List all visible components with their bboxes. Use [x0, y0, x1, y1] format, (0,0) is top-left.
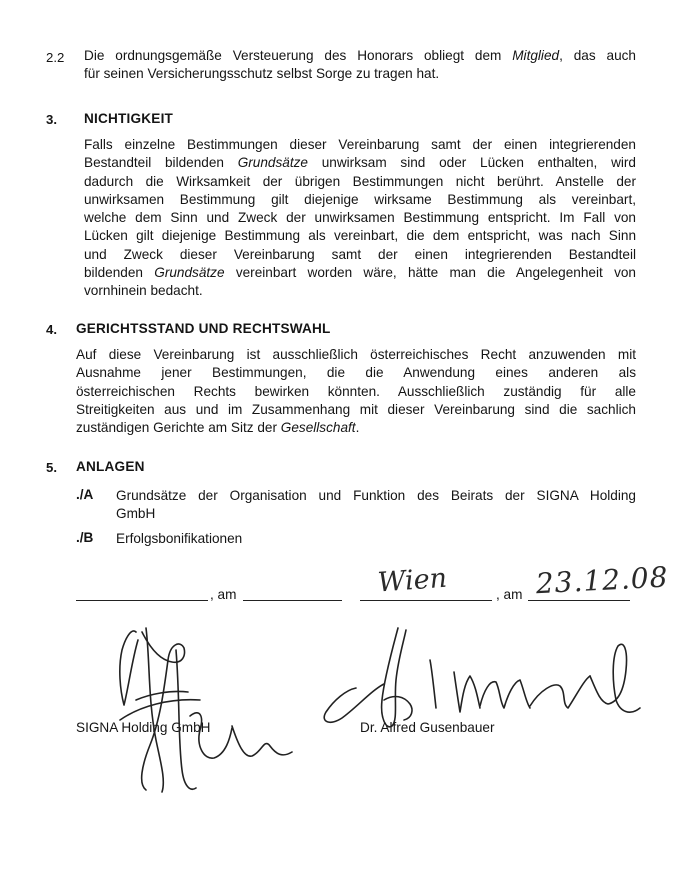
- text-segment: Die ordnungsgemäße Versteuerung des Honorars obliegt dem: [84, 48, 513, 63]
- text-line: [84, 173, 636, 191]
- text-line: [76, 419, 636, 437]
- section-heading-gerichtsstand: GERICHTSSTAND UND RECHTSWAHL: [76, 321, 331, 336]
- text-line: [84, 154, 636, 172]
- text-line: [84, 246, 636, 264]
- text-segment: dadurch die Wirksamkeit der übrigen Bestimmungen nicht berührt. Anstelle der: [84, 173, 636, 189]
- annex-a-line-1: Grundsätze der Organisation und Funktion des Beirats der SIGNA Holding: [116, 488, 636, 503]
- text-line: [76, 383, 636, 401]
- text-line: [84, 47, 636, 65]
- section-number-4: 4.: [46, 322, 57, 337]
- text-line: [84, 191, 636, 209]
- date-line-right: [528, 600, 630, 601]
- emphasized-term: Grundsätze: [154, 265, 225, 281]
- handwritten-place: Wien: [376, 562, 449, 599]
- text-line: [84, 264, 636, 282]
- text-segment: vereinbart worden wäre, hätte man die Angelegenheit von: [224, 265, 636, 281]
- handwritten-date: 23.12.08: [535, 560, 670, 601]
- text-line: [84, 136, 636, 154]
- text-segment: , das auch: [559, 48, 636, 63]
- emphasized-term: Gesellschaft: [280, 420, 356, 436]
- place-line-right: [360, 600, 492, 601]
- text-line: [76, 364, 636, 382]
- text-segment: welche dem Sinn und Zweck der unwirksamen Bestimmung entspricht. Im Fall von: [84, 210, 636, 226]
- annex-a-line-2: GmbH: [116, 506, 156, 521]
- annex-b-line-1: Erfolgsbonifikationen: [116, 531, 243, 546]
- signatory-signa-holding: SIGNA Holding GmbH: [76, 720, 211, 735]
- text-line: [84, 209, 636, 227]
- annex-b-text: [116, 530, 636, 548]
- text-segment: für seinen Versicherungsschutz selbst Sorge zu tragen hat.: [84, 66, 440, 82]
- text-segment: unwirksamen Bestimmung gilt diejenige wirksame Bestimmung als vereinbart,: [84, 191, 636, 207]
- section-number-5: 5.: [46, 460, 57, 475]
- text-segment: .: [355, 420, 360, 436]
- section-heading-anlagen: ANLAGEN: [76, 459, 145, 474]
- text-segment: bildenden: [84, 265, 155, 281]
- signature-gusenbauer: [324, 628, 640, 727]
- text-segment: Ausnahme jener Bestimmungen, die die Anwendung eines anderen als: [76, 365, 636, 381]
- text-segment: Auf diese Vereinbarung ist ausschließlich österreichisches Recht anzuwenden mit: [76, 347, 636, 362]
- text-segment: Bestandteil bildenden: [84, 155, 238, 171]
- text-segment: zuständigen Gerichte am Sitz der: [76, 420, 281, 436]
- text-line: [84, 65, 636, 83]
- am-label-right: , am: [496, 587, 523, 602]
- place-line-left: [76, 600, 208, 601]
- annex-a-text: [116, 487, 636, 523]
- text-segment: Streitigkeiten aus und im Zusammenhang mit dieser Vereinbarung sind die sachlich: [76, 401, 636, 417]
- annex-id-b: ./B: [76, 530, 94, 545]
- signature-signa-holding: [120, 628, 292, 792]
- emphasized-term: Grundsätze: [237, 155, 308, 171]
- clause-number-2-2: 2.2: [46, 50, 65, 65]
- text-line: [76, 346, 636, 364]
- section-number-3: 3.: [46, 112, 57, 127]
- signatory-gusenbauer: Dr. Alfred Gusenbauer: [360, 720, 495, 735]
- text-segment: vornhinein bedacht.: [84, 283, 203, 299]
- emphasized-term: Mitglied: [512, 48, 560, 63]
- clause-2-2-text: [84, 47, 636, 84]
- text-segment: Lücken gilt diejenige Bestimmung als vereinbart, die dem entspricht, was nach Sinn: [84, 228, 636, 244]
- am-label-left: , am: [210, 587, 237, 602]
- section-heading-nichtigkeit: NICHTIGKEIT: [84, 111, 174, 126]
- text-line: [76, 401, 636, 419]
- text-segment: unwirksam sind oder Lücken enthalten, wird: [307, 155, 636, 171]
- section-3-text: [84, 136, 636, 301]
- date-line-left: [243, 600, 342, 601]
- section-4-text: [76, 346, 636, 437]
- text-segment: Falls einzelne Bestimmungen dieser Vereinbarung samt der einen integrierenden: [84, 137, 636, 152]
- text-segment: österreichischen Rechts bewirken könnten. Ausschließlich zuständig für alle: [76, 383, 636, 399]
- text-line: [84, 282, 636, 300]
- annex-id-a: ./A: [76, 487, 94, 502]
- text-segment: und Zweck dieser Vereinbarung samt der einen integrierenden Bestandteil: [84, 246, 636, 262]
- text-line: [84, 227, 636, 245]
